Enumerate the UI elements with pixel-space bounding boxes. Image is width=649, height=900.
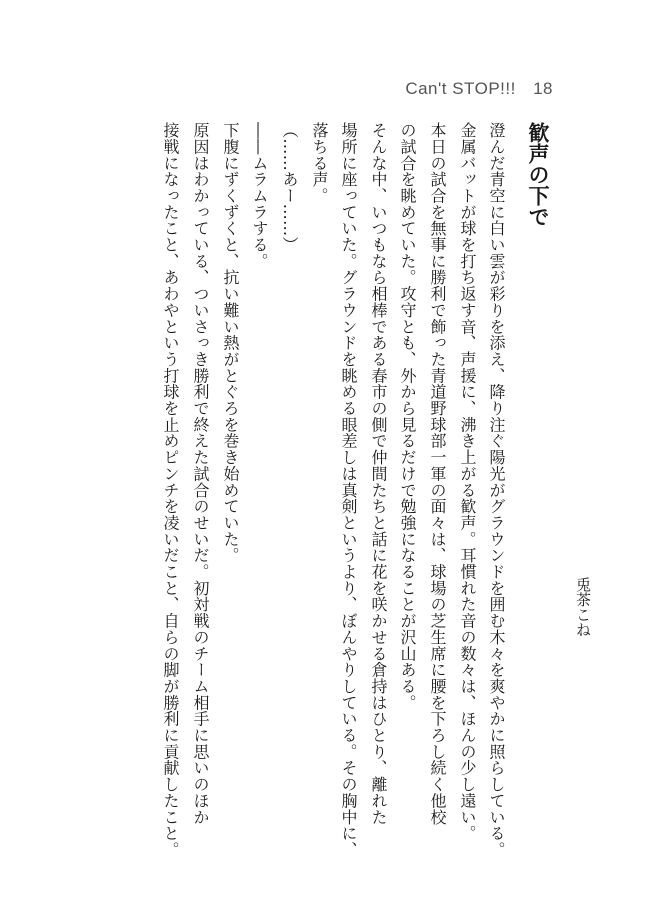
running-header: [405, 79, 553, 99]
body-line-4: の試合を眺めていた。攻守とも、外から見るだけで勉強になることが沢山ある。: [398, 122, 417, 711]
page-number: 18: [533, 79, 553, 98]
author-name: 兎茶こね: [574, 577, 592, 637]
book-title: Can't STOP!!!: [405, 79, 516, 98]
body-line-2: 金属バットが球を打ち返す音、声援に、沸き上がる歓声。耳慣れた音の数々は、ほんの少し遠い。: [458, 122, 477, 842]
body-line-8: （……あー……）: [280, 122, 299, 253]
body-line-6: 場所に座っていた。グラウンドを眺める眼差しは真剣というより、ぼんやりしている。その胸中に、: [339, 122, 358, 858]
body-line-3: 本日の試合を無事に勝利で飾った青道野球部一軍の面々は、球場の芝生席に腰を下ろし続く他校: [428, 122, 447, 826]
body-line-10: 下腹にずくずくと、抗い難い熱がとぐろを巻き始めていた。: [221, 122, 240, 564]
body-line-12: 接戦になったこと、あわやという打球を止めピンチを凌いだこと、自らの脚が勝利に貢献したこと。: [161, 122, 180, 858]
body-line-9: ――ムラムラする。: [250, 122, 269, 270]
body-line-5: そんな中、いつもなら相棒である春市の側で仲間たちと話に花を咲かせる倉持はひとり、離れた: [369, 122, 388, 826]
body-line-7: 落ちる声。: [310, 122, 329, 204]
story-title: 歓声の下で: [526, 122, 550, 227]
body-line-11: 原因はわかっている、ついさっき勝利で終えた試合のせいだ。初対戦のチーム相手に思いのほか: [191, 122, 210, 826]
body-line-1: 澄んだ青空に白い雲が彩りを添え、降り注ぐ陽光がグラウンドを囲む木々を爽やかに照らしている。: [487, 122, 506, 858]
